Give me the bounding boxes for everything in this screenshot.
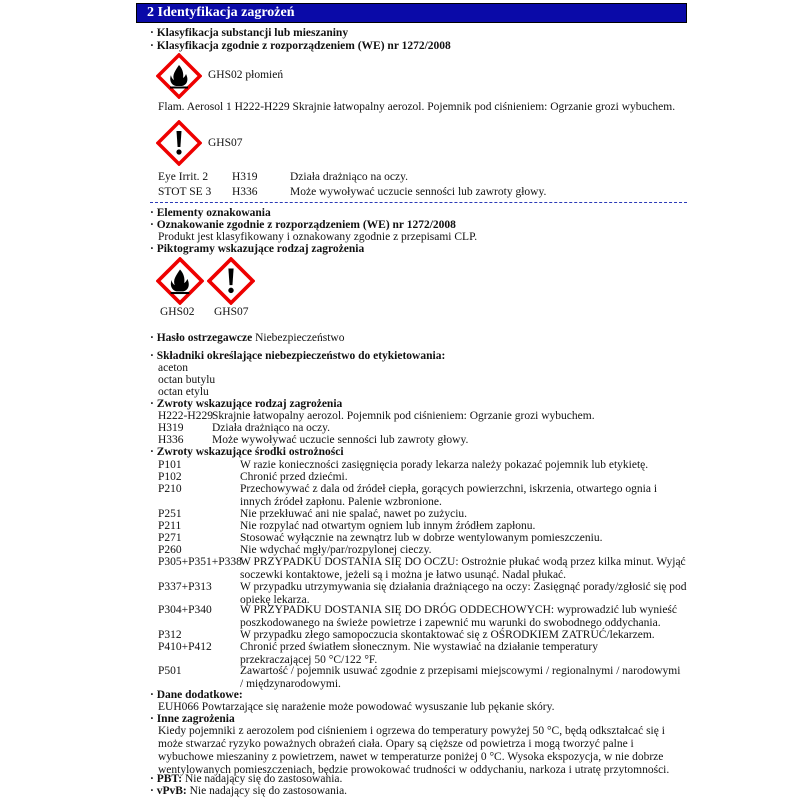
classification-heading: · Klasyfikacja substancji lub mieszaniny <box>150 27 349 39</box>
signal-word-row <box>150 332 344 345</box>
p-statement-text: W przypadku utrzymywania się działania drażniącego na oczy: Zasięgnąć porady/zgłosić się pod opiekę lekarza. <box>240 581 687 606</box>
p-statement-code: P260 <box>158 544 182 556</box>
p-statement-code: P210 <box>158 483 182 495</box>
vpvb-label: · vPvB: <box>150 785 187 797</box>
class-row-text: Działa drażniąco na oczy. <box>290 171 409 183</box>
p-statement-text: Chronić przed światłem słonecznym. Nie wystawiać na działanie temperatury przekraczającej 50 °C/122 °F. <box>240 641 598 666</box>
class-row-cls: Eye Irrit. 2 <box>158 171 209 183</box>
labelling-heading: · Elementy oznakowania <box>150 207 271 219</box>
pbt-label: · PBT: <box>150 773 183 785</box>
additional-heading: · Dane dodatkowe: <box>150 689 243 701</box>
section-divider <box>150 202 687 203</box>
flame-icon <box>156 53 202 99</box>
p-statement-text: Przechowywać z dala od źródeł ciepła, gorących powierzchni, iskrzenia, otwartego ognia i innych źródeł zapłonu. Palenie wzbronione. <box>240 483 658 508</box>
class-row-text: Może wywoływać uczucie senności lub zawroty głowy. <box>290 186 547 198</box>
signal-heading: · Hasło ostrzegawcze <box>150 332 253 344</box>
p-statement-text: W PRZYPADKU DOSTANIA SIĘ DO OCZU: Ostrożnie płukać wodą przez kilka minut. Wyjąć soczewki kontaktowe, jeżeli są i można je łatwo usunąć. Nadal płukać. <box>240 556 686 581</box>
p-statement-code: P304+P340 <box>158 604 212 616</box>
h-statement-code: H222-H229 <box>158 410 213 422</box>
p-statement-code: P102 <box>158 471 182 483</box>
p-statement-code: P312 <box>158 629 182 641</box>
other-hazards-heading: · Inne zagrożenia <box>150 713 235 725</box>
h-statement-text: Działa drażniąco na oczy. <box>212 422 331 434</box>
h-statement-text: Skrajnie łatwopalny aerozol. Pojemnik pod ciśnieniem: Ogrzanie grozi wybuchem. <box>212 410 595 422</box>
pbt-text: Nie nadający się do zastosowania. <box>184 773 343 785</box>
h-statement-text: Może wywoływać uczucie senności lub zawroty głowy. <box>212 434 469 446</box>
ghs07-label: GHS07 <box>208 137 243 149</box>
flame-icon <box>156 257 204 305</box>
component-item: octan butylu <box>158 374 216 386</box>
pictogram-heading: · Piktogramy wskazujące rodzaj zagrożenia <box>150 243 365 255</box>
pictogram-label-ghs07: GHS07 <box>214 306 249 318</box>
h-statement-code: H336 <box>158 434 184 446</box>
p-statement-code: P101 <box>158 459 182 471</box>
p-statement-code: P271 <box>158 532 182 544</box>
signal-word: Niebezpieczeństwo <box>255 332 345 344</box>
p-statement-code: P410+P412 <box>158 641 212 653</box>
p-statements-heading: · Zwroty wskazujące środki ostrożności <box>150 446 344 458</box>
exclamation-icon <box>207 257 255 305</box>
p-statement-text: Nie przekłuwać ani nie spalać, nawet po zużyciu. <box>240 508 468 520</box>
p-statement-code: P251 <box>158 508 182 520</box>
additional-text: EUH066 Powtarzające się narażenie może powodować wysuszanie lub pękanie skóry. <box>158 701 555 713</box>
component-item: octan etylu <box>158 386 209 398</box>
vpvb-row <box>150 785 347 798</box>
p-statement-text: Nie rozpylać nad otwartym ogniem lub innym źródłem zapłonu. <box>240 520 536 532</box>
class-row-cls: STOT SE 3 <box>158 186 212 198</box>
p-statement-code: P337+P313 <box>158 581 212 593</box>
h-statements-heading: · Zwroty wskazujące rodzaj zagrożenia <box>150 398 343 410</box>
clp-text: Produkt jest klasyfikowany i oznakowany zgodnie z przepisami CLP. <box>158 231 478 243</box>
class-row-code: H336 <box>232 186 258 198</box>
classification-reg-heading: · Klasyfikacja zgodnie z rozporządzeniem (WE) nr 1272/2008 <box>150 40 451 52</box>
p-statement-text: Stosować wyłącznie na zewnątrz lub w dobrze wentylowanym pomieszczeniu. <box>240 532 603 544</box>
flam-aerosol-line: Flam. Aerosol 1 H222-H229 Skrajnie łatwopalny aerozol. Pojemnik pod ciśnieniem: Ogrzanie grozi wybuchem. <box>158 101 676 113</box>
component-item: aceton <box>158 362 189 374</box>
vpvb-text: Nie nadający się do zastosowania. <box>189 785 348 797</box>
labelling-reg-heading: · Oznakowanie zgodnie z rozporządzeniem (WE) nr 1272/2008 <box>150 219 456 231</box>
components-heading: · Składniki określające niebezpieczeństwo do etykietowania: <box>150 350 446 362</box>
section-header <box>136 3 687 23</box>
p-statement-code: P305+P351+P338 <box>158 556 242 568</box>
p-statement-code: P501 <box>158 665 182 677</box>
section-title: 2 Identyfikacja zagrożeń <box>147 5 295 20</box>
p-statement-text: W razie konieczności zasięgnięcia porady lekarza należy pokazać pojemnik lub etykietę. <box>240 459 649 471</box>
class-row-code: H319 <box>232 171 258 183</box>
other-hazards-text: Kiedy pojemniki z aerozolem pod ciśnieniem i ogrzewa do temperatury powyżej 50 °C, będą odkształcać się i może stwarzać ryzyko poważnych obrażeń ciała. Opary są cięższe od powietrza i mogą tworzyć palne i wybuchowe mieszaniny z powietrzem, nawet w temperaturze poniżej 0 °C. Wysoka ekspozycja, w nie dobrze wentylowanych pomieszczeniach, będzie prowokować trudności w oddychaniu, narkoza i utratę przytomności. <box>158 725 670 776</box>
exclamation-icon <box>156 120 202 166</box>
p-statement-text: Zawartość / pojemnik usuwać zgodnie z przepisami miejscowymi / regionalnymi / narodowymi / międzynarodowymi. <box>240 665 681 690</box>
ghs02-label: GHS02 płomień <box>208 69 284 81</box>
p-statement-text: W PRZYPADKU DOSTANIA SIĘ DO DRÓG ODDECHOWYCH: wyprowadzić lub wynieść poszkodowanego na świeże powietrze i zapewnić mu warunki do swobodnego oddychania. <box>240 604 678 629</box>
pictogram-label-ghs02: GHS02 <box>160 306 195 318</box>
p-statement-text: Nie wdychać mgły/par/rozpylonej cieczy. <box>240 544 432 556</box>
p-statement-text: Chronić przed dziećmi. <box>240 471 348 483</box>
p-statement-text: W przypadku złego samopoczucia skontaktować się z OŚRODKIEM ZATRUĆ/lekarzem. <box>240 629 655 641</box>
h-statement-code: H319 <box>158 422 184 434</box>
p-statement-code: P211 <box>158 520 182 532</box>
